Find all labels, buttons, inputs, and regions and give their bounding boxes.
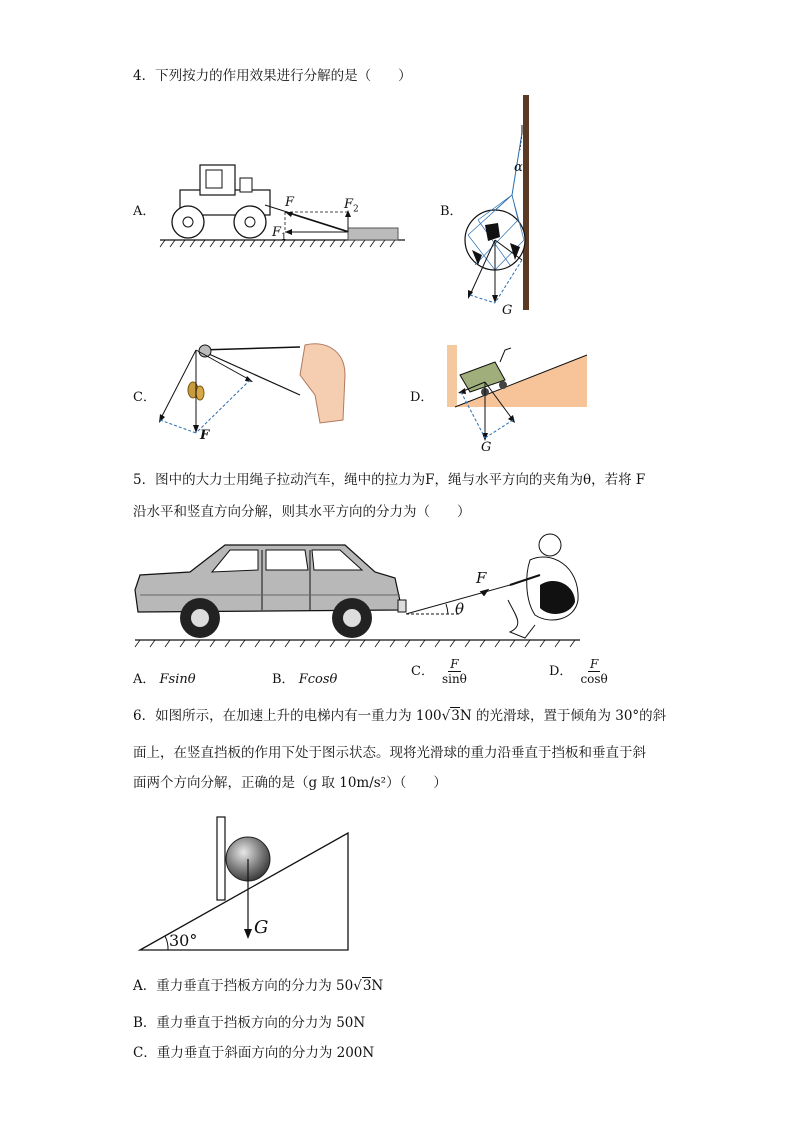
q6-stem-line1: 6．如图所示，在加速上升的电梯内有一重力为 100√3N 的光滑球，置于倾角为 30°的斜 (133, 708, 667, 724)
q6-stem-line2: 面上，在竖直挡板的作用下处于图示状态。现将光滑球的重力沿垂直于挡板和垂直于斜 (133, 745, 646, 761)
q4b-gravity-label: G (502, 303, 513, 318)
q4-figure-d-cart-incline (445, 340, 595, 450)
q6-option-a[interactable]: A．重力垂直于挡板方向的分力为 50√3N (133, 978, 384, 994)
q4d-gravity-label: G (481, 440, 492, 455)
q4-option-a-label: A． (133, 204, 156, 219)
q5-fig-theta-label: θ (455, 600, 465, 618)
q5-stem-line1: 5．图中的大力士用绳子拉动汽车，绳中的拉力为F，绳与水平方向的夹角为θ，若将 F (133, 472, 646, 488)
q4a-force-f2-label: $F_2$ (344, 197, 359, 215)
q4b-alpha-label: α (514, 160, 523, 175)
q4-option-b-label: B． (440, 204, 463, 219)
q5-fig-force-label: F (476, 569, 487, 587)
q6-fig-gravity-label: G (254, 917, 269, 938)
q4a-force-f1-label: $F_1$ (272, 225, 287, 243)
q4-stem: 4．下列按力的作用效果进行分解的是（ ） (133, 68, 412, 84)
q4-option-c-label: C． (133, 390, 156, 405)
q4-option-d-label: D． (410, 390, 434, 405)
q5-stem-line2: 沿水平和竖直方向分解，则其水平方向的分力为（ ） (133, 504, 471, 520)
q5-option-d[interactable]: D． $\frac{F}{\cos\theta}$ (549, 657, 608, 686)
q6-fig-angle-label: 30° (169, 931, 198, 950)
q4-figure-b-hanging-ball (460, 95, 540, 315)
q5-option-b[interactable]: B． Fcosθ (272, 672, 338, 687)
q5-option-c[interactable]: C． $\frac{F}{\sin\theta}$ (411, 657, 467, 686)
q6-option-c[interactable]: C．重力垂直于斜面方向的分力为 200N (133, 1045, 375, 1061)
q5-option-a[interactable]: A． Fsinθ (133, 672, 196, 687)
q4-figure-c-hand-stick (160, 335, 360, 440)
q4c-force-label: F (200, 428, 210, 443)
q4a-force-f-label: F (285, 195, 295, 210)
q6-stem-line3: 面两个方向分解，正确的是（g 取 10m/s²）（ ） (133, 775, 447, 791)
q5-figure-strongman-car (130, 530, 590, 650)
q6-option-b[interactable]: B．重力垂直于挡板方向的分力为 50N (133, 1015, 366, 1031)
